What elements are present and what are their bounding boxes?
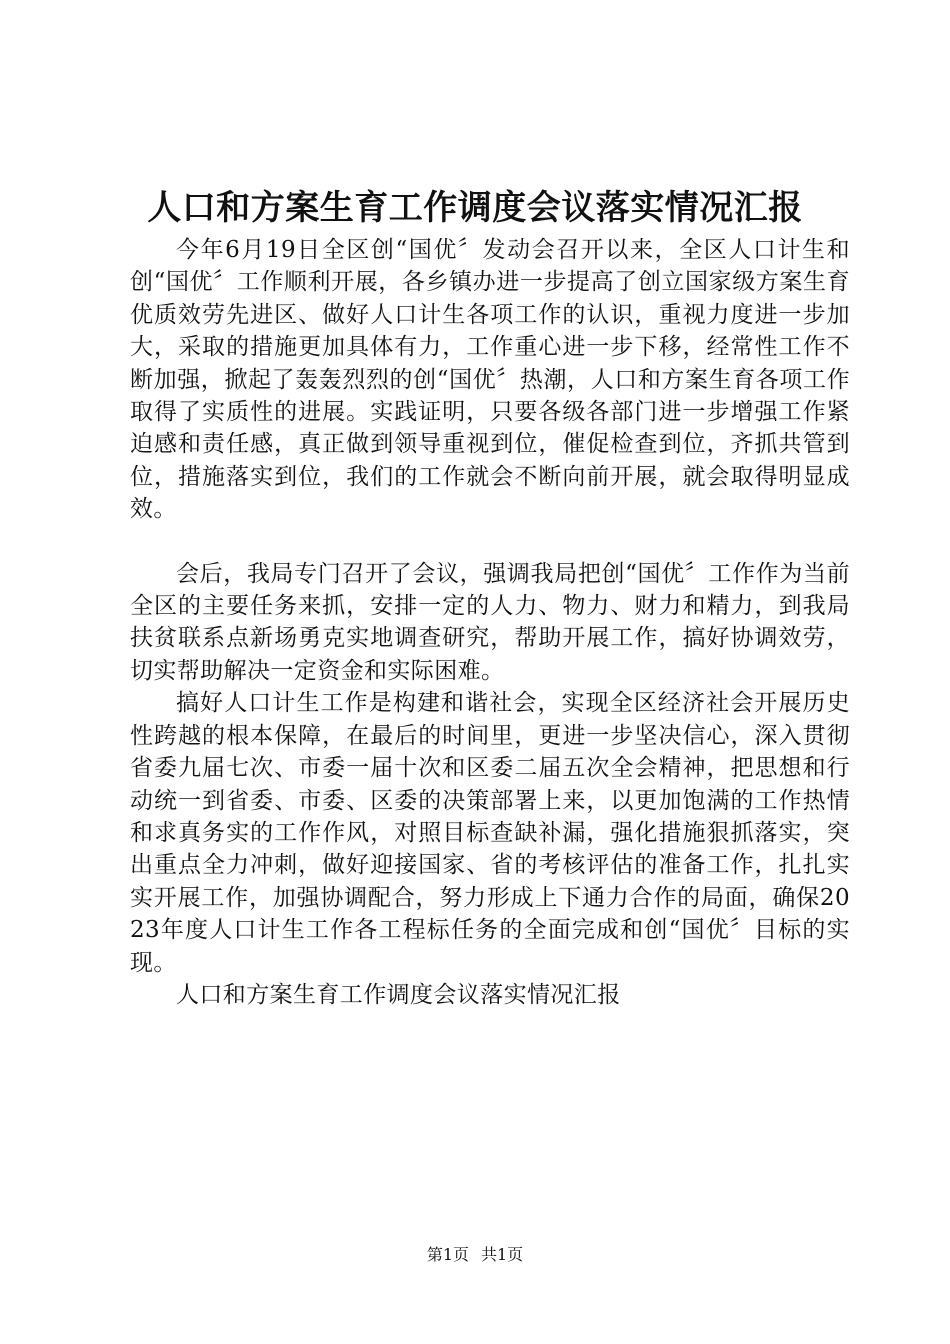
paragraph-spacer — [130, 526, 850, 558]
paragraph-1: 今年6月19日全区创“国优〞发动会召开以来，全区人口计生和创“国优〞工作顺利开展，各乡镇办进一步提高了创立国家级方案生育优质效劳先进区、做好人口计生各项工作的认识，重视力度进一步加大，采取的措施更加具体有力，工作重心进一步下移，经常性工作不断加强，掀起了轰轰烈烈的创“国优〞热潮，人口和方案生育各项工作取得了实质性的进展。实践证明，只要各级各部门进一步增强工作紧迫感和责任感，真正做到领导重视到位，催促检查到位，齐抓共管到位，措施落实到位，我们的工作就会不断向前开展，就会取得明显成效。 — [130, 237, 850, 523]
paragraph-3: 搞好人口计生工作是构建和谐社会，实现全区经济社会开展历史性跨越的根本保障，在最后的时间里，更进一步坚决信心，深入贯彻省委九届七次、市委一届十次和区委二届五次全会精神，把思想和行动统一到省委、市委、区委的决策部署上来，以更加饱满的工作热情和求真务实的工作作风，对照目标查缺补漏，强化措施狠抓落实，突出重点全力冲刺，做好迎接国家、省的考核评估的准备工作，扎扎实实开展工作，加强协调配合，努力形成上下通力合作的局面，确保2023年度人口计生工作各工程标任务的全面完成和创“国优〞目标的实现。 — [130, 690, 850, 976]
paragraph-2: 会后，我局专门召开了会议，强调我局把创“国优〞工作作为当前全区的主要任务来抓，安排一定的人力、物力、财力和精力，到我局扶贫联系点新场勇克实地调查研究，帮助开展工作，搞好协调效劳，切实帮助解决一定资金和实际困难。 — [130, 560, 850, 684]
page-number: 第1页 — [426, 1245, 469, 1264]
paragraph-4: 人口和方案生育工作调度会议落实情况汇报 — [176, 981, 621, 1008]
document-body — [130, 234, 850, 1011]
document-title: 人口和方案生育工作调度会议落实情况汇报 — [147, 188, 803, 228]
page-total: 共1页 — [481, 1245, 524, 1264]
page-footer — [0, 1244, 950, 1266]
